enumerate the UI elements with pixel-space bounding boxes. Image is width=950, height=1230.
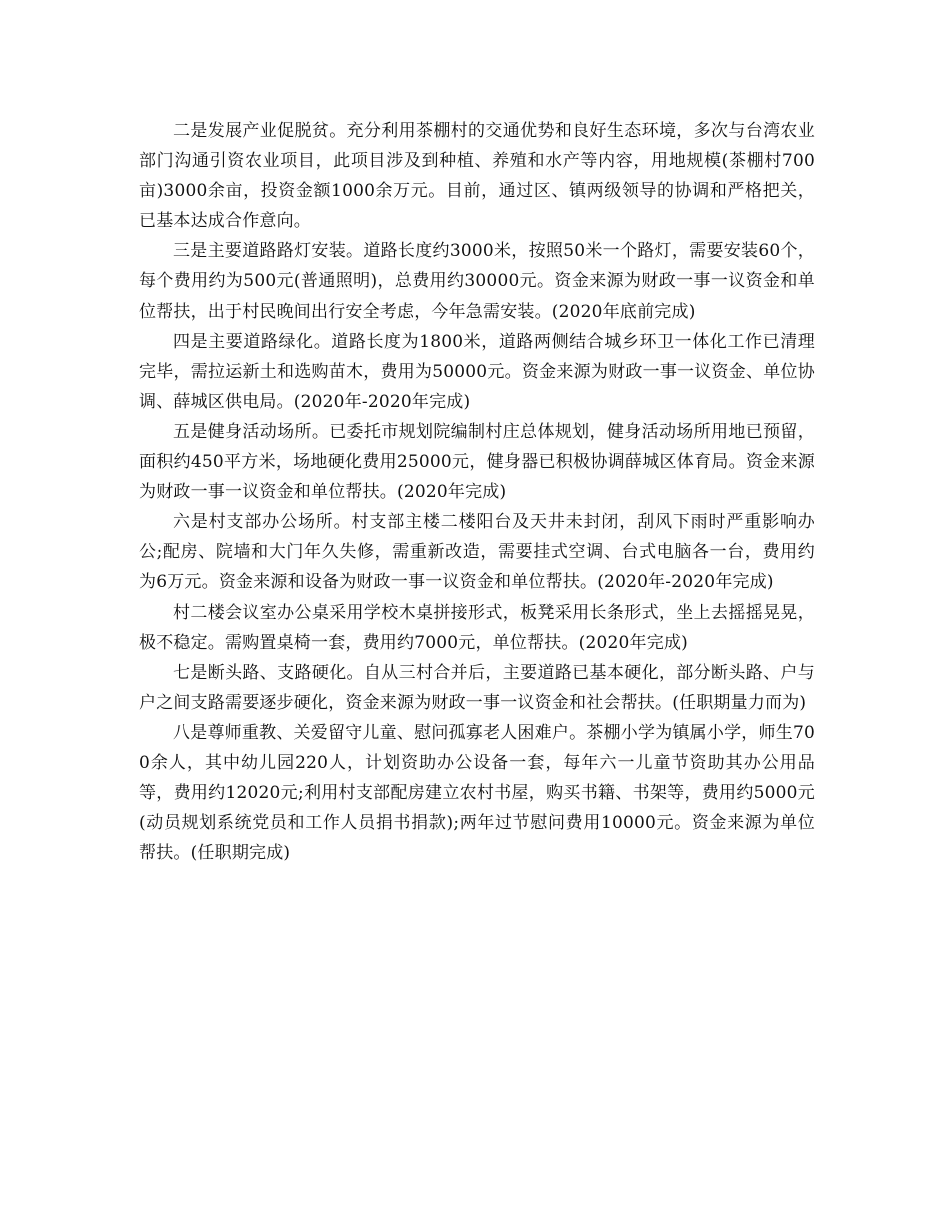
paragraph-road-hardening: 七是断头路、支路硬化。自从三村合并后，主要道路已基本硬化，部分断头路、户与户之间支路需要逐步硬化，资金来源为财政一事一议资金和社会帮扶。(任职期量力而为) (139, 662, 815, 713)
paragraph-fitness-venue: 五是健身活动场所。已委托市规划院编制村庄总体规划，健身活动场所用地已预留，面积约450平方米，场地硬化费用25000元，健身器已积极协调薛城区体育局。资金来源为财政一事一议资金和单位帮扶。(2020年完成) (139, 421, 815, 503)
paragraph-industry-development: 二是发展产业促脱贫。充分利用茶棚村的交通优势和良好生态环境，多次与台湾农业部门沟通引资农业项目，此项目涉及到种植、养殖和水产等内容，用地规模(茶棚村700亩)3000余亩，投资金额1000余万元。目前，通过区、镇两级领导的协调和严格把关，已基本达成合作意向。 (139, 121, 815, 232)
paragraph-office-building: 六是村支部办公场所。村支部主楼二楼阳台及天井未封闭，刮风下雨时严重影响办公;配房、院墙和大门年久失修，需重新改造，需要挂式空调、台式电脑各一台，费用约为6万元。资金来源和设备为财政一事一议资金和单位帮扶。(2020年-2020年完成) (139, 512, 815, 593)
paragraph-education-and-care: 八是尊师重教、关爱留守儿童、慰问孤寡老人困难户。茶棚小学为镇属小学，师生700余人，其中幼儿园220人，计划资助办公设备一套，每年六一儿童节资助其办公用品等，费用约12020元;利用村支部配房建立农村书屋，购买书籍、书架等，费用约5000元(动员规划系统党员和工作人员捐书捐款);两年过节慰问费用10000元。资金来源为单位帮扶。(任职期完成) (139, 722, 815, 864)
document-body (139, 116, 815, 868)
paragraph-meeting-room-furniture: 村二楼会议室办公桌采用学校木桌拼接形式，板凳采用长条形式，坐上去摇摇晃晃，极不稳定。需购置桌椅一套，费用约7000元，单位帮扶。(2020年完成) (139, 602, 815, 653)
paragraph-road-greening: 四是主要道路绿化。道路长度为1800米，道路两侧结合城乡环卫一体化工作已清理完毕，需拉运新土和选购苗木，费用为50000元。资金来源为财政一事一议资金、单位协调、薛城区供电局。(2020年-2020年完成) (139, 331, 815, 412)
paragraph-street-lights: 三是主要道路路灯安装。道路长度约3000米，按照50米一个路灯，需要安装60个，每个费用约为500元(普通照明)，总费用约30000元。资金来源为财政一事一议资金和单位帮扶，出于村民晚间出行安全考虑，今年急需安装。(2020年底前完成) (139, 241, 815, 322)
